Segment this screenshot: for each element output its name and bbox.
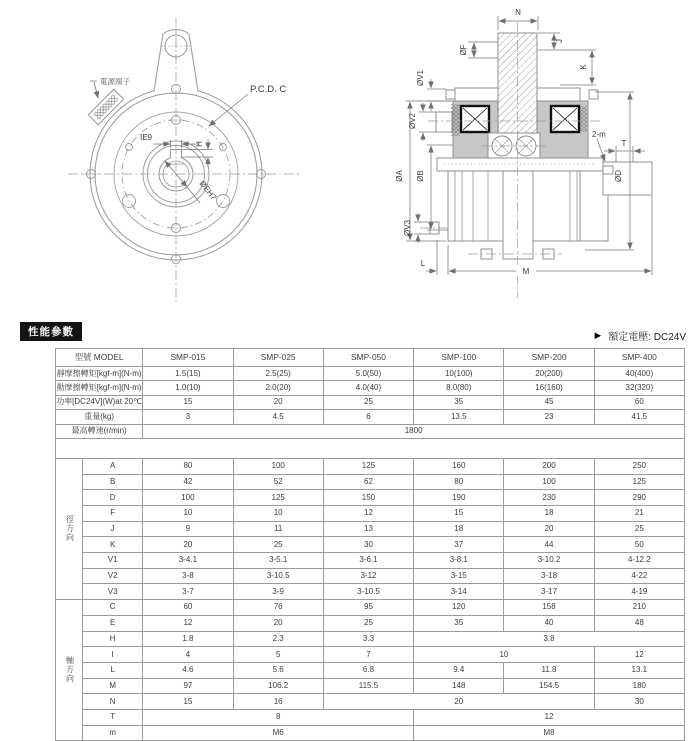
- table-row: [56, 395, 685, 409]
- cross-section-drawing: [390, 5, 695, 305]
- value-cell: 3-18: [504, 568, 594, 584]
- section-title: 性能參數: [20, 322, 82, 341]
- value-cell: 20: [504, 521, 594, 537]
- dim-b-label: ØB: [416, 170, 425, 182]
- row-label: 重量(kg): [56, 410, 143, 424]
- value-cell: 2.0(20): [233, 381, 323, 395]
- table-row: [56, 678, 685, 694]
- value-cell: 20: [143, 537, 233, 553]
- value-cell: 4.5: [233, 410, 323, 424]
- value-cell: 18: [504, 506, 594, 522]
- keyway-width-label: IE9: [140, 133, 153, 142]
- dim-f: [468, 42, 498, 58]
- table-row: [56, 381, 685, 395]
- dim-a-label: ØA: [395, 170, 404, 182]
- value-cell: 3-5.1: [233, 553, 323, 569]
- value-cell: 160: [414, 458, 504, 474]
- table-row: [56, 458, 685, 474]
- value-cell: 35: [414, 615, 504, 631]
- value-cell: 32(320): [594, 381, 684, 395]
- dim-d-label: ØD: [614, 170, 623, 182]
- value-cell: 30: [594, 694, 684, 710]
- table-row: [56, 662, 685, 678]
- dim-f-label: ØF: [459, 44, 468, 56]
- value-cell: 100: [143, 490, 233, 506]
- value-cell: 25: [233, 537, 323, 553]
- value-cell: 11.8: [504, 662, 594, 678]
- value-cell: 125: [323, 458, 413, 474]
- value-cell: 148: [414, 678, 504, 694]
- table-row: [56, 631, 685, 647]
- value-cell: 3-8: [143, 568, 233, 584]
- value-cell: 37: [414, 537, 504, 553]
- value-cell: 5.6: [233, 662, 323, 678]
- value-cell: 11: [233, 521, 323, 537]
- value-cell: 62: [323, 474, 413, 490]
- row-label: 最高轉速(r/min): [56, 424, 143, 438]
- value-cell: 35: [414, 395, 504, 409]
- table-row: [56, 600, 685, 616]
- front-view-drawing: [55, 5, 390, 310]
- value-cell: 9.4: [414, 662, 504, 678]
- value-cell: 44: [504, 537, 594, 553]
- row-label: 靜摩擦轉矩[kgf-m](N-m): [56, 367, 143, 381]
- model-cell: SMP-100: [414, 349, 504, 367]
- spacer-row: [56, 438, 685, 458]
- model-cell: SMP-025: [233, 349, 323, 367]
- value-cell: 20: [233, 615, 323, 631]
- value-cell: 13.5: [414, 410, 504, 424]
- value-cell: 30: [323, 537, 413, 553]
- value-cell: M6: [143, 725, 414, 741]
- value-cell: 3.8: [414, 631, 685, 647]
- table-row: [56, 709, 685, 725]
- model-cell: SMP-015: [143, 349, 233, 367]
- value-cell: 42: [143, 474, 233, 490]
- right-triangle-icon: ▶: [594, 330, 602, 340]
- value-cell: 80: [143, 458, 233, 474]
- power-terminal-block: [88, 89, 123, 124]
- dim-l: [426, 240, 448, 275]
- dim-letter: V2: [83, 568, 143, 584]
- dim-l-label: L: [420, 259, 426, 268]
- value-cell: 3-4.1: [143, 553, 233, 569]
- dim-letter: N: [83, 694, 143, 710]
- dim-letter: V3: [83, 584, 143, 600]
- value-cell: 3-12: [323, 568, 413, 584]
- value-cell: 6: [323, 410, 413, 424]
- value-cell: 8: [143, 709, 414, 725]
- value-cell: 21: [594, 506, 684, 522]
- value-cell: 290: [594, 490, 684, 506]
- pcd-label: P.C.D. C: [250, 84, 287, 95]
- table-row: [56, 490, 685, 506]
- value-cell: 15: [414, 506, 504, 522]
- value-cell: 20: [323, 694, 594, 710]
- dim-letter: I: [83, 647, 143, 663]
- model-cell: SMP-200: [504, 349, 594, 367]
- value-cell: 20(200): [504, 367, 594, 381]
- dim-letter: F: [83, 506, 143, 522]
- dim-k: [560, 51, 596, 85]
- two-m-label: 2-m: [592, 130, 606, 139]
- dim-k-label: K: [579, 64, 588, 70]
- dim-j: [538, 33, 596, 50]
- value-cell: 1.0(10): [143, 381, 233, 395]
- value-cell: 100: [504, 474, 594, 490]
- axial-group-label: 軸方向: [56, 600, 83, 741]
- table-row: [56, 647, 685, 663]
- value-cell: 200: [504, 458, 594, 474]
- value-cell: 3-14: [414, 584, 504, 600]
- table-row: [56, 553, 685, 569]
- dim-letter: V1: [83, 553, 143, 569]
- value-cell: 190: [414, 490, 504, 506]
- value-cell: 12: [414, 709, 685, 725]
- value-cell: 12: [594, 647, 684, 663]
- value-cell: 4-22: [594, 568, 684, 584]
- value-cell: 15: [143, 694, 233, 710]
- value-cell: 250: [594, 458, 684, 474]
- value-cell: 40: [504, 615, 594, 631]
- value-cell: 3-7: [143, 584, 233, 600]
- dim-n: [498, 16, 538, 30]
- value-cell: 16: [233, 694, 323, 710]
- value-cell: 60: [594, 395, 684, 409]
- value-cell: 2.3: [233, 631, 323, 647]
- dim-n-label: N: [515, 8, 521, 17]
- value-cell: 4-19: [594, 584, 684, 600]
- row-label: 功率[DC24V](W)at 20℃: [56, 395, 143, 409]
- value-cell: 50: [594, 537, 684, 553]
- value-cell: 154.5: [504, 678, 594, 694]
- value-cell: 3-9: [233, 584, 323, 600]
- value-cell: 40(400): [594, 367, 684, 381]
- value-cell: 10: [233, 506, 323, 522]
- value-cell: 76: [233, 600, 323, 616]
- value-cell: 210: [594, 600, 684, 616]
- dim-m-label: M: [522, 267, 530, 276]
- spec-table: [55, 348, 685, 741]
- value-cell: 18: [414, 521, 504, 537]
- keyway-depth-label: H: [195, 141, 204, 147]
- value-cell: 1.5(15): [143, 367, 233, 381]
- value-cell: 12: [323, 506, 413, 522]
- table-row: [56, 521, 685, 537]
- value-cell: 48: [594, 615, 684, 631]
- value-cell: 3-15: [414, 568, 504, 584]
- dim-j-label: J: [555, 39, 564, 43]
- value-cell: 150: [323, 490, 413, 506]
- value-cell: 230: [504, 490, 594, 506]
- value-cell: 1800: [143, 424, 685, 438]
- dim-letter: L: [83, 662, 143, 678]
- value-cell: 7: [323, 647, 413, 663]
- max-speed-row: [56, 424, 685, 438]
- value-cell: 10: [143, 506, 233, 522]
- value-cell: 16(160): [504, 381, 594, 395]
- dim-v3-label: ØV3: [403, 219, 412, 237]
- value-cell: 3: [143, 410, 233, 424]
- value-cell: 2.5(25): [233, 367, 323, 381]
- value-cell: 6.8: [323, 662, 413, 678]
- value-cell: 125: [233, 490, 323, 506]
- table-row: [56, 367, 685, 381]
- pcd-leader: [209, 94, 248, 126]
- dim-t-label: T: [621, 139, 627, 148]
- value-cell: 60: [143, 600, 233, 616]
- value-cell: 3-17: [504, 584, 594, 600]
- value-cell: 9: [143, 521, 233, 537]
- table-row: [56, 615, 685, 631]
- value-cell: 13.1: [594, 662, 684, 678]
- value-cell: 5.0(50): [323, 367, 413, 381]
- value-cell: 15: [143, 395, 233, 409]
- value-cell: 8.0(80): [414, 381, 504, 395]
- dim-letter: C: [83, 600, 143, 616]
- value-cell: 10(100): [414, 367, 504, 381]
- value-cell: 80: [414, 474, 504, 490]
- dim-letter: K: [83, 537, 143, 553]
- value-cell: 4-12.2: [594, 553, 684, 569]
- table-row: [56, 410, 685, 424]
- value-cell: 12: [143, 615, 233, 631]
- table-row: [56, 568, 685, 584]
- row-label: 動摩擦轉矩[kgf-m](N-m): [56, 381, 143, 395]
- value-cell: 100: [233, 458, 323, 474]
- model-cell: SMP-400: [594, 349, 684, 367]
- table-header-row: [56, 349, 685, 367]
- value-cell: 180: [594, 678, 684, 694]
- model-cell: SMP-050: [323, 349, 413, 367]
- dim-letter: H: [83, 631, 143, 647]
- value-cell: 3-6.1: [323, 553, 413, 569]
- mounting-plate: [437, 158, 603, 171]
- value-cell: 5: [233, 647, 323, 663]
- value-cell: 25: [594, 521, 684, 537]
- value-cell: 20: [233, 395, 323, 409]
- dim-v2-label: ØV2: [408, 112, 417, 130]
- bore-dim: [165, 161, 200, 203]
- value-cell: 3-8.1: [414, 553, 504, 569]
- table-row: [56, 694, 685, 710]
- spacer-cell: [56, 438, 685, 458]
- dim-letter: D: [83, 490, 143, 506]
- value-cell: 120: [414, 600, 504, 616]
- dim-v1-label: ØV1: [416, 69, 425, 87]
- table-row: [56, 506, 685, 522]
- value-cell: 13: [323, 521, 413, 537]
- value-cell: 97: [143, 678, 233, 694]
- value-cell: 95: [323, 600, 413, 616]
- value-cell: 25: [323, 395, 413, 409]
- rated-voltage: [595, 328, 686, 343]
- dim-letter: m: [83, 725, 143, 741]
- value-cell: 3-10.5: [323, 584, 413, 600]
- dim-v2: [419, 103, 436, 141]
- value-cell: 45: [504, 395, 594, 409]
- value-cell: 4: [143, 647, 233, 663]
- bore-label: ØEH7: [197, 179, 219, 202]
- dim-letter: J: [83, 521, 143, 537]
- value-cell: 3-10.2: [504, 553, 594, 569]
- value-cell: 158: [504, 600, 594, 616]
- table-row: [56, 537, 685, 553]
- rotor-cylinder: [448, 171, 580, 259]
- value-cell: M8: [414, 725, 685, 741]
- dim-letter: A: [83, 458, 143, 474]
- table-row: [56, 584, 685, 600]
- value-cell: 1.8: [143, 631, 233, 647]
- dim-letter: B: [83, 474, 143, 490]
- value-cell: 23: [504, 410, 594, 424]
- value-cell: 41.5: [594, 410, 684, 424]
- dim-letter: M: [83, 678, 143, 694]
- value-cell: 3-10.5: [233, 568, 323, 584]
- value-cell: 25: [323, 615, 413, 631]
- model-header-cell: 型號 MODEL: [56, 349, 143, 367]
- power-terminal-label: 電源端子: [100, 77, 130, 86]
- rated-voltage-text: 額定電壓: DC24V: [608, 332, 686, 343]
- power-terminal-callout: [90, 81, 98, 98]
- value-cell: 52: [233, 474, 323, 490]
- dim-letter: T: [83, 709, 143, 725]
- value-cell: 3.3: [323, 631, 413, 647]
- radial-group-label: 徑方向: [56, 458, 83, 599]
- value-cell: 10: [414, 647, 595, 663]
- value-cell: 106.2: [233, 678, 323, 694]
- value-cell: 125: [594, 474, 684, 490]
- dim-letter: E: [83, 615, 143, 631]
- value-cell: 4.0(40): [323, 381, 413, 395]
- value-cell: 4.6: [143, 662, 233, 678]
- table-row: [56, 474, 685, 490]
- dim-t: [604, 146, 645, 162]
- table-row: [56, 725, 685, 741]
- value-cell: 115.5: [323, 678, 413, 694]
